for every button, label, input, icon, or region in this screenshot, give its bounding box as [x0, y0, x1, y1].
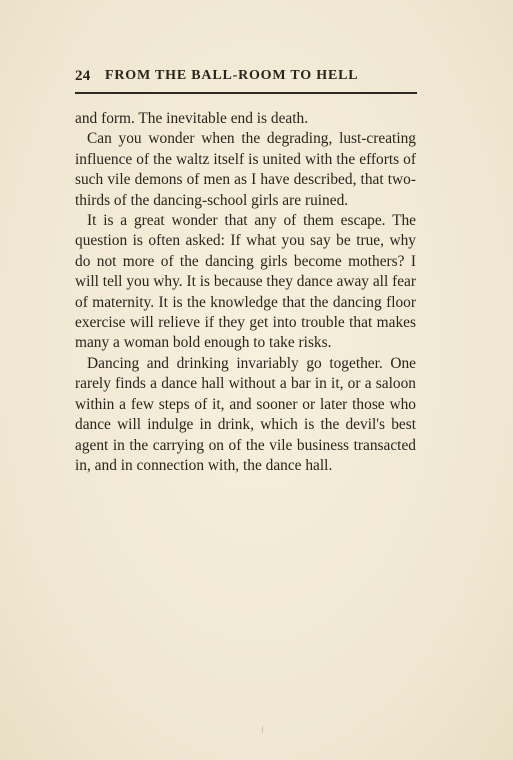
page-header	[75, 68, 416, 90]
paragraph: Dancing and drinking invariably go together. One rarely finds a dance hall without a bar in it, or a saloon within a few steps of it, and sooner or later those who dance will indulge in drink, which is the devil's best agent in the carrying on of the vile business transacted in, and in connection with, the dance hall.	[75, 354, 416, 474]
paper-mark	[262, 726, 263, 733]
page-number: 24	[75, 68, 91, 84]
running-title: FROM THE BALL-ROOM TO HELL	[105, 68, 359, 83]
paragraph-continuation: and form. The inevitable end is death.	[75, 110, 309, 127]
body-text	[75, 109, 416, 476]
paragraph: Can you wonder when the degrading, lust-creating influence of the waltz itself is united with the efforts of such vile demons of men as I have described, that two-thirds of the dancing-school girls are ruined.	[75, 130, 416, 209]
header-rule	[75, 92, 417, 94]
paragraph: It is a great wonder that any of them escape. The question is often asked: If what you say be true, why do not more of the dancing girls become mothers? I will tell you why. It is because they dance away all fear of maternity. It is the knowledge that the dancing floor exercise will relieve if they get into trouble that makes many a woman bold enough to take risks.	[75, 212, 416, 352]
